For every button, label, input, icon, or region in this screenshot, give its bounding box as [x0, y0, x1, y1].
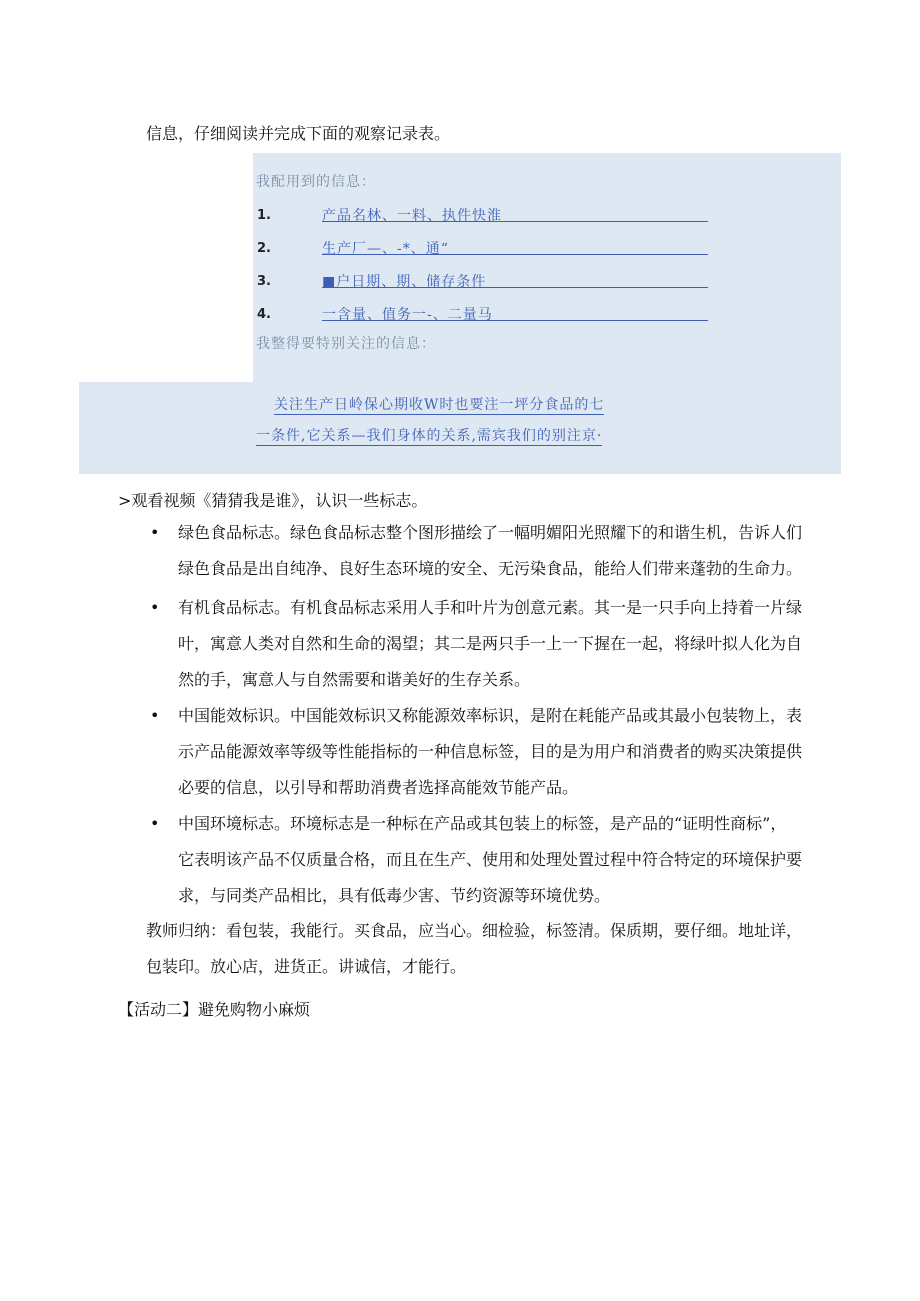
record-item-underline	[322, 320, 708, 321]
bullet-marker: •	[150, 706, 160, 725]
record-item-underline	[322, 221, 708, 222]
teacher-summary: 教师归纳：看包装，我能行。买食品，应当心。细检验，标签清。保质期，要仔细。地址详， 包装印。放心店，进货正。讲诚信，才能行。	[146, 921, 803, 976]
record-item-number: 2.	[257, 241, 271, 256]
record-item-text: 一含量、值务一-、二量马	[322, 307, 493, 323]
bullet-marker: •	[150, 598, 160, 617]
bullet-paragraph-green-food: 绿色食品标志。绿色食品标志整个图形描绘了一幅明媚阳光照耀下的和谐生机，告诉人们 绿色食品是出自纯净、良好生态环境的安全、无污染食品，能给人们带来蓬勃的生命力。	[178, 523, 803, 578]
record-item-text: ■户日期、期、储存条件	[322, 274, 487, 290]
record-note-line1	[274, 394, 604, 414]
intro-text: 信息，仔细阅读并完成下面的观察记录表。	[146, 124, 451, 143]
record-item-underline	[322, 254, 708, 255]
record-item-underline	[322, 287, 708, 288]
record-item-number: 1.	[257, 208, 271, 223]
bullet-paragraph-energy-label: 中国能效标识。中国能效标识又称能源效率标识，是附在耗能产品或其最小包装物上，表 示产品能源效率等级等性能指标的一种信息标签，目的是为用户和消费者的购买决策提供 必要的信息，以引导和帮助消费者选择高能效节能产品。	[178, 706, 803, 797]
bullet-paragraph-environment-label: 中国环境标志。环境标志是一种标在产品或其包装上的标签，是产品的“证明性商标”， 它表明该产品不仅质量合格，而且在生产、使用和处理处置过程中符合特定的环境保护要 求，与同类产品相比，具有低毒少害、节约资源等环境优势。	[178, 814, 803, 905]
bullet-marker: •	[150, 814, 160, 833]
record-heading-used: 我配用到的信息：	[256, 174, 376, 190]
record-item-number: 3.	[257, 274, 271, 289]
video-line: >观看视频《猜猜我是谁》，认识一些标志。	[118, 491, 428, 510]
activity-title: 【活动二】避免购物小麻烦	[118, 1000, 311, 1019]
bullet-paragraph-organic-food: 有机食品标志。有机食品标志采用人手和叶片为创意元素。其一是一只手向上持着一片绿 叶，寓意人类对自然和生命的渴望；其二是两只手一上一下握在一起，将绿叶拟人化为自 然的手，寓意人与自然需要和谐美好的生存关系。	[178, 598, 803, 689]
record-item-text: 产品名林、一料、执件快淮	[322, 208, 502, 224]
record-item-number: 4.	[257, 307, 271, 322]
bullet-marker: •	[150, 523, 160, 542]
record-note-line2	[256, 425, 602, 445]
record-note-text: 一条件,它关系—我们身体的关系,需宾我们的别注京·	[256, 428, 603, 444]
record-item-text: 生产厂—、-*、通“	[322, 241, 449, 257]
record-heading-attention: 我整得要特别关注的信息：	[256, 336, 436, 352]
record-note-text: 关注生产日岭保心期收W时也要注一坪分食品的七	[274, 397, 605, 413]
